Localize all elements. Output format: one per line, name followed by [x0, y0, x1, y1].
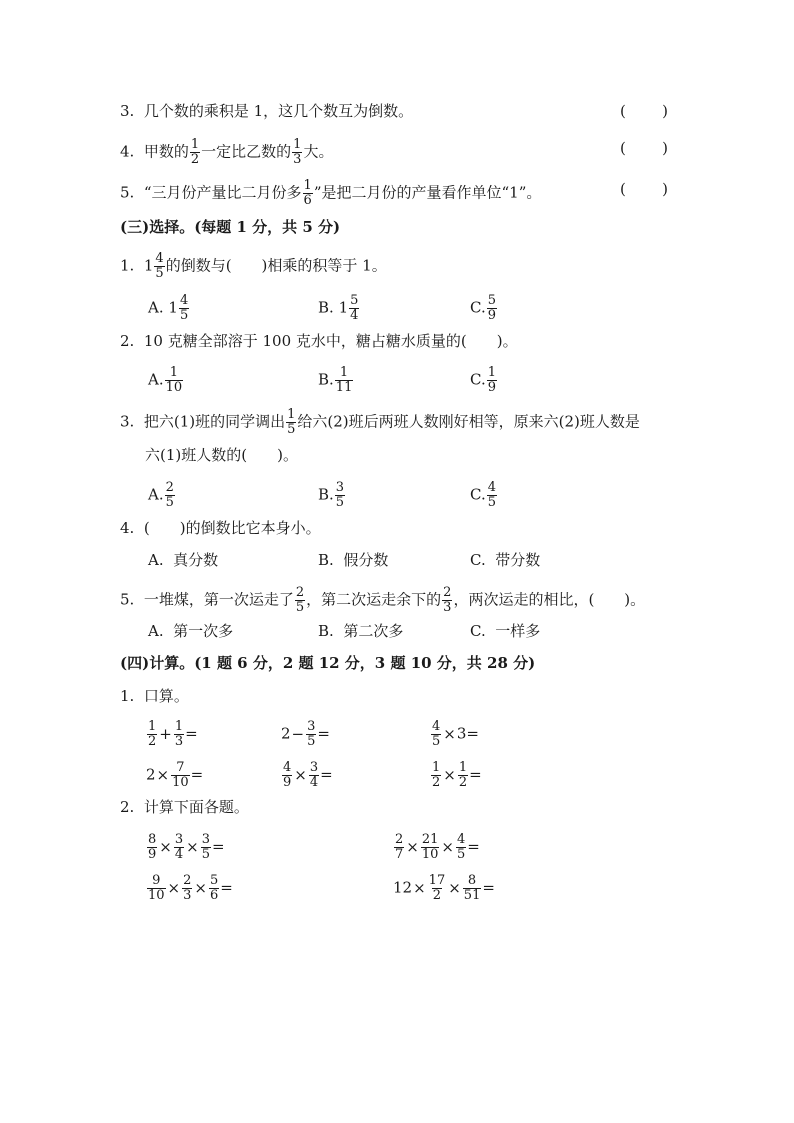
- denominator: 10: [165, 380, 183, 395]
- fraction: [487, 481, 497, 510]
- question-number: 3.: [120, 412, 135, 431]
- operator: +: [159, 724, 172, 743]
- fraction: [147, 874, 166, 903]
- denominator: 7: [395, 847, 404, 862]
- number: 12: [393, 878, 413, 897]
- numerator: 4: [155, 251, 164, 266]
- denominator: 3: [293, 152, 302, 167]
- numerator: 1: [303, 178, 312, 193]
- answer-bracket[interactable]: [620, 101, 668, 121]
- fraction: [147, 720, 157, 749]
- fraction: [292, 138, 302, 167]
- fraction: [306, 720, 316, 749]
- numerator: 3: [307, 719, 316, 734]
- paren-close: ): [662, 139, 668, 157]
- denominator: 11: [335, 380, 353, 395]
- question-text: ”是把二月份的产量看作单位“1”。: [313, 183, 542, 202]
- paren-close: ): [662, 180, 668, 198]
- numerator: 21: [421, 832, 439, 847]
- denominator: 9: [487, 380, 496, 395]
- option-label: A.: [148, 551, 164, 569]
- option-text: 第二次多: [343, 622, 404, 640]
- numerator: 9: [152, 873, 161, 888]
- numerator: 1: [487, 365, 496, 380]
- denominator: 6: [303, 193, 312, 208]
- expression: [281, 761, 333, 790]
- denominator: 6: [209, 888, 219, 903]
- choice-q3: [120, 408, 640, 437]
- option-label: A.: [148, 298, 164, 317]
- option-text: 带分数: [495, 551, 541, 569]
- fraction: [487, 366, 497, 395]
- question-number: 4.: [120, 519, 135, 537]
- equals: =: [317, 724, 330, 743]
- paren-open: (: [620, 180, 626, 198]
- paren-open: (: [620, 139, 626, 157]
- numerator: 2: [165, 480, 174, 495]
- numerator: 3: [174, 832, 184, 847]
- fraction: [421, 833, 440, 862]
- option-b[interactable]: [318, 294, 360, 323]
- numerator: 1: [293, 137, 302, 152]
- whole-number: 1: [143, 256, 154, 275]
- question-number: 1.: [120, 256, 135, 275]
- number: 3: [456, 724, 467, 743]
- equals: =: [320, 765, 333, 784]
- denominator: 4: [309, 775, 319, 790]
- choice-q1: [120, 252, 387, 281]
- option-a[interactable]: [148, 481, 176, 510]
- numerator: 1: [458, 760, 468, 775]
- equals: =: [482, 878, 495, 897]
- operator: ×: [186, 837, 199, 856]
- fraction: [335, 366, 354, 395]
- fraction: [394, 833, 404, 862]
- section-title: (四)计算。(1 题 6 分，2 题 12 分，3 题 10 分，共 28 分): [120, 654, 536, 672]
- fraction: [335, 481, 345, 510]
- numerator: 5: [350, 293, 359, 308]
- denominator: 10: [148, 888, 165, 903]
- numerator: 1: [148, 719, 157, 734]
- denominator: 9: [283, 775, 292, 790]
- option-label: B.: [318, 370, 334, 389]
- denominator: 9: [487, 308, 496, 323]
- question-number: 3.: [120, 102, 135, 120]
- question-text: ，第二次运走余下的: [306, 590, 442, 609]
- choice-q2: [120, 331, 518, 351]
- operator: ×: [194, 878, 207, 897]
- fraction: [190, 138, 200, 167]
- denominator: 5: [432, 734, 441, 749]
- option-a[interactable]: [148, 550, 218, 570]
- option-label: C.: [470, 485, 486, 504]
- option-a[interactable]: [148, 366, 184, 395]
- fraction: [286, 408, 296, 437]
- expression: [393, 833, 480, 862]
- question-text: 甲数的: [143, 142, 189, 161]
- numerator: 2: [395, 832, 404, 847]
- denominator: 2: [190, 152, 200, 167]
- question-text: 的倒数与( )相乘的积等于 1。: [165, 256, 387, 275]
- option-c[interactable]: [470, 366, 498, 395]
- numerator: 7: [176, 760, 185, 775]
- option-b[interactable]: [318, 366, 354, 395]
- fraction: [458, 761, 468, 790]
- fraction: [154, 252, 164, 281]
- option-a[interactable]: [148, 621, 233, 641]
- calc-q2: [120, 797, 249, 817]
- option-b[interactable]: [318, 550, 388, 570]
- expression: [146, 761, 203, 790]
- fraction: [147, 833, 157, 862]
- question-text: ，两次运走的相比，( )。: [453, 590, 646, 609]
- denominator: 51: [463, 888, 481, 903]
- option-c[interactable]: [470, 294, 498, 323]
- numerator: 4: [432, 719, 441, 734]
- denominator: 5: [307, 734, 316, 749]
- denominator: 4: [350, 308, 359, 323]
- denominator: 5: [287, 422, 296, 437]
- numerator: 1: [339, 365, 349, 380]
- question-text: 一堆煤，第一次运走了: [143, 590, 294, 609]
- option-text: 一样多: [495, 622, 541, 640]
- denominator: 10: [172, 775, 189, 790]
- option-a[interactable]: [148, 294, 190, 323]
- question-number: 1.: [120, 687, 135, 705]
- fraction: [456, 833, 466, 862]
- fraction: [487, 294, 497, 323]
- fraction: [309, 761, 319, 790]
- fraction: [431, 761, 441, 790]
- numerator: 4: [179, 293, 189, 308]
- denominator: 5: [456, 847, 466, 862]
- question-text: 把六(1)班的同学调出: [143, 412, 286, 431]
- judge-q5: [120, 179, 541, 208]
- number: 2: [281, 724, 291, 743]
- numerator: 1: [174, 719, 184, 734]
- question-text: 给六(2)班后两班人数刚好相等，原来六(2)班人数是: [297, 412, 640, 431]
- fraction: [295, 586, 305, 615]
- fraction: [174, 833, 184, 862]
- numerator: 3: [335, 480, 345, 495]
- option-label: C.: [470, 551, 486, 569]
- operator: ×: [294, 765, 307, 784]
- numerator: 1: [169, 365, 179, 380]
- numerator: 2: [443, 585, 452, 600]
- whole-number: 1: [338, 298, 349, 317]
- numerator: 17: [428, 873, 446, 888]
- denominator: 3: [183, 888, 192, 903]
- fraction: [463, 874, 482, 903]
- option-label: B.: [318, 551, 334, 569]
- denominator: 2: [432, 888, 442, 903]
- denominator: 2: [432, 775, 441, 790]
- option-text: 真分数: [173, 551, 219, 569]
- equals: =: [467, 837, 480, 856]
- option-text: 第一次多: [173, 622, 234, 640]
- option-label: A.: [148, 622, 164, 640]
- paren-close: ): [662, 102, 668, 120]
- expression: [393, 874, 495, 903]
- answer-bracket[interactable]: [620, 179, 668, 199]
- fraction: [201, 833, 211, 862]
- question-text: 一定比乙数的: [201, 142, 292, 161]
- number: 2: [146, 765, 156, 784]
- question-text: 口算。: [143, 687, 189, 705]
- operator: ×: [406, 837, 419, 856]
- paren-open: (: [620, 102, 626, 120]
- numerator: 5: [487, 293, 496, 308]
- expression: [146, 833, 225, 862]
- denominator: 10: [421, 847, 439, 862]
- choice-q5: [120, 586, 645, 615]
- option-label: C.: [470, 622, 486, 640]
- fraction: [182, 874, 192, 903]
- numerator: 4: [283, 760, 292, 775]
- option-b[interactable]: [318, 621, 403, 641]
- numerator: 2: [183, 873, 192, 888]
- denominator: 5: [201, 847, 210, 862]
- expression: [281, 720, 330, 749]
- question-number: 5.: [120, 590, 135, 609]
- question-number: 4.: [120, 142, 135, 161]
- fraction: [209, 874, 219, 903]
- option-b[interactable]: [318, 481, 346, 510]
- whole-number: 1: [168, 298, 178, 317]
- expression: [146, 720, 198, 749]
- denominator: 5: [179, 308, 189, 323]
- numerator: 1: [190, 137, 200, 152]
- fraction: [428, 874, 447, 903]
- denominator: 2: [148, 734, 157, 749]
- numerator: 8: [148, 832, 157, 847]
- choice-q4: [120, 518, 321, 538]
- judge-q4: [120, 138, 333, 167]
- fraction: [165, 481, 175, 510]
- equals: =: [466, 724, 479, 743]
- option-label: B.: [318, 622, 334, 640]
- equals: =: [185, 724, 198, 743]
- option-label: C.: [470, 370, 486, 389]
- denominator: 3: [443, 600, 452, 615]
- option-c[interactable]: [470, 550, 540, 570]
- question-text: 大。: [303, 142, 334, 161]
- numerator: 1: [432, 760, 441, 775]
- operator: ×: [443, 724, 456, 743]
- section-title: (三)选择。(每题 1 分，共 5 分): [120, 218, 341, 236]
- question-text: “三月份产量比二月份多: [143, 183, 302, 202]
- denominator: 9: [148, 847, 157, 862]
- denominator: 5: [155, 266, 164, 281]
- option-label: A.: [148, 370, 164, 389]
- numerator: 4: [456, 832, 466, 847]
- option-label: C.: [470, 298, 486, 317]
- question-number: 5.: [120, 183, 135, 202]
- question-number: 2.: [120, 332, 135, 350]
- numerator: 3: [309, 760, 319, 775]
- calc-q1: [120, 686, 189, 706]
- fraction: [165, 366, 184, 395]
- denominator: 5: [335, 495, 345, 510]
- operator: −: [291, 724, 305, 743]
- fraction: [179, 294, 189, 323]
- numerator: 1: [287, 407, 296, 422]
- operator: ×: [443, 765, 456, 784]
- option-c[interactable]: [470, 621, 540, 641]
- operator: ×: [156, 765, 170, 784]
- choice-q3-line2: 六(1)班人数的( )。: [145, 446, 298, 464]
- denominator: 5: [165, 495, 174, 510]
- operator: ×: [167, 878, 181, 897]
- option-c[interactable]: [470, 481, 498, 510]
- answer-bracket[interactable]: [620, 138, 668, 158]
- numerator: 3: [201, 832, 210, 847]
- denominator: 2: [458, 775, 468, 790]
- fraction: [171, 761, 190, 790]
- numerator: 8: [467, 873, 477, 888]
- equals: =: [220, 878, 233, 897]
- fraction: [349, 294, 359, 323]
- question-text: ( )的倒数比它本身小。: [143, 519, 321, 537]
- judge-q3: [120, 101, 413, 121]
- numerator: 2: [295, 585, 305, 600]
- numerator: 4: [487, 480, 496, 495]
- option-label: B.: [318, 298, 334, 317]
- question-text: 10 克糖全部溶于 100 克水中，糖占糖水质量的( )。: [143, 332, 518, 350]
- expression: [430, 720, 479, 749]
- expression: [146, 874, 233, 903]
- expression: [430, 761, 482, 790]
- question-text: 计算下面各题。: [143, 798, 249, 816]
- operator: ×: [448, 878, 461, 897]
- question-number: 2.: [120, 798, 135, 816]
- fraction: [282, 761, 292, 790]
- fraction: [442, 586, 452, 615]
- denominator: 4: [174, 847, 184, 862]
- fraction: [431, 720, 441, 749]
- operator: ×: [413, 878, 426, 897]
- denominator: 3: [174, 734, 184, 749]
- equals: =: [190, 765, 204, 784]
- fraction: [303, 179, 313, 208]
- numerator: 5: [209, 873, 219, 888]
- operator: ×: [159, 837, 172, 856]
- option-label: A.: [148, 485, 164, 504]
- fraction: [174, 720, 184, 749]
- denominator: 5: [487, 495, 496, 510]
- operator: ×: [441, 837, 454, 856]
- equals: =: [469, 765, 482, 784]
- option-text: 假分数: [343, 551, 389, 569]
- equals: =: [212, 837, 225, 856]
- denominator: 5: [295, 600, 305, 615]
- question-text: 几个数的乘积是 1，这几个数互为倒数。: [143, 102, 414, 120]
- option-label: B.: [318, 485, 334, 504]
